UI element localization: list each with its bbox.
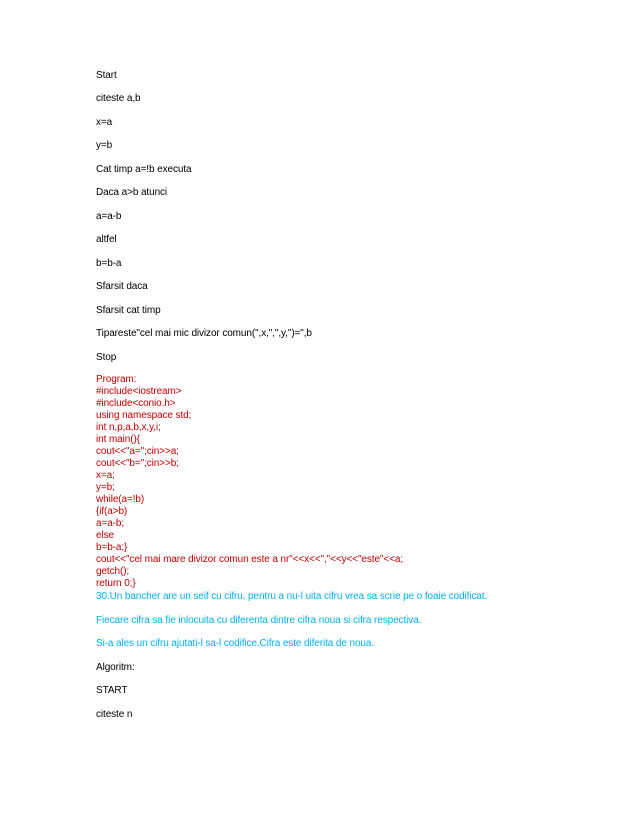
pseudocode-line: citeste n [96,709,133,720]
code-line: using namespace std; [96,410,192,421]
code-line: b=b-a;} [96,542,128,553]
pseudocode-line: citeste a,b [96,93,141,104]
code-line: getch(); [96,566,130,577]
pseudocode-line: y=b [96,140,113,151]
problem-line: Si-a ales un cifru ajutati-l sa-l codifice.Cifra este diferita de noua. [96,638,375,649]
pseudocode-line: Daca a>b atunci [96,187,168,198]
code-line: cout<<"a=";cin>>a; [96,446,179,457]
code-line: int n,p,a,b,x,y,i; [96,422,161,433]
code-line: Program: [96,374,137,385]
pseudocode-line: Stop [96,352,117,363]
code-line: a=a-b; [96,518,125,529]
pseudocode-line: START [96,685,128,696]
pseudocode-line: a=a-b [96,211,122,222]
pseudocode-line: Sfarsit cat timp [96,305,161,316]
code-line: cout<<"b=";cin>>b; [96,458,179,469]
pseudocode-line: Start [96,70,117,81]
code-line: #include<iostream> [96,386,182,397]
code-line: y=b; [96,482,115,493]
problem-line: 30.Un bancher are un seif cu cifru, pentru a nu-l uita cifru vrea sa scrie pe o foaie codificat. [96,591,488,602]
pseudocode-line: b=b-a [96,258,122,269]
pseudocode-line: Cat timp a=!b executa [96,164,192,175]
code-line: return 0;} [96,578,136,589]
code-line: #include<conio.h> [96,398,176,409]
code-line: {if(a>b) [96,506,128,517]
code-line: int main(){ [96,434,140,445]
pseudocode-line: Sfarsit daca [96,281,148,292]
code-line: else [96,530,114,541]
code-line: while(a=!b) [96,494,145,505]
document-page [96,0,616,826]
code-line: cout<<"cel mai mare divizor comun este a nr"<<x<<","<<y<<"este"<<a; [96,554,403,565]
pseudocode-line: altfel [96,234,117,245]
algorithm-heading: Algoritm: [96,662,135,673]
code-line: x=a; [96,470,115,481]
problem-line: Fiecare cifra sa fie inlocuita cu diferenta dintre cifra noua si cifra respectiva. [96,615,422,626]
pseudocode-line: x=a [96,117,113,128]
pseudocode-line: Tipareste"cel mai mic divizor comun(",x,",",y,")=",b [96,328,312,339]
